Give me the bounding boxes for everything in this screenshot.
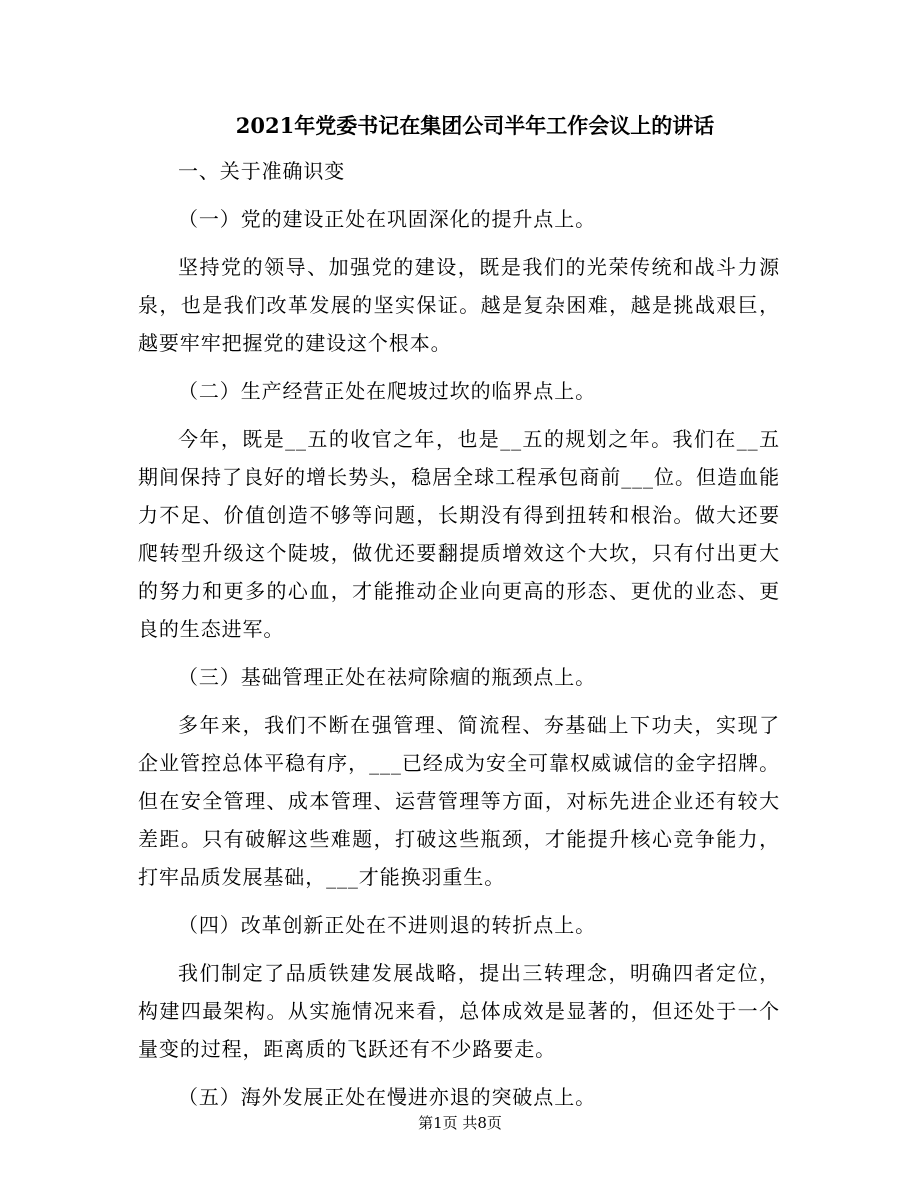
paragraph: 坚持党的领导、加强党的建设，既是我们的光荣传统和战斗力源泉，也是我们改革发展的坚实保证。越是复杂困难，越是挑战艰巨，越要牢牢把握党的建设这个根本。 [138,255,780,355]
subsection-heading: （四）改革创新正处在不进则退的转折点上。 [178,913,596,937]
subsection-heading: （五）海外发展正处在慢进亦退的突破点上。 [178,1085,596,1109]
subsection-heading: （二）生产经营正处在爬坡过坎的临界点上。 [178,379,596,403]
document-body [138,152,780,1116]
section-heading: 一、关于准确识变 [178,159,346,183]
paragraph: 多年来，我们不断在强管理、简流程、夯基础上下功夫，实现了企业管控总体平稳有序，___已经成为安全可靠权威诚信的金字招牌。但在安全管理、成本管理、运营管理等方面，对标先进企业还有较大差距。只有破解这些难题，打破这些瓶颈，才能提升核心竞争能力，打牢品质发展基础，___才能换羽重生。 [138,713,780,889]
subsection-heading: （一）党的建设正处在巩固深化的提升点上。 [178,207,596,231]
paragraph: 今年，既是__五的收官之年，也是__五的规划之年。我们在__五期间保持了良好的增长势头，稳居全球工程承包商前___位。但造血能力不足、价值创造不够等问题，长期没有得到扭转和根治。做大还要爬转型升级这个陡坡，做优还要翻提质增效这个大坎，只有付出更大的努力和更多的心血，才能推动企业向更高的形态、更优的业态、更良的生态进军。 [138,427,780,641]
document-title: 2021年党委书记在集团公司半年工作会议上的讲话 [235,113,715,138]
page-number: 第1页 共8页 [418,1114,502,1132]
subsection-heading: （三）基础管理正处在祛疴除痼的瓶颈点上。 [178,665,596,689]
paragraph: 我们制定了品质铁建发展战略，提出三转理念，明确四者定位，构建四最架构。从实施情况来看，总体成效是显著的，但还处于一个量变的过程，距离质的飞跃还有不少路要走。 [138,961,780,1061]
